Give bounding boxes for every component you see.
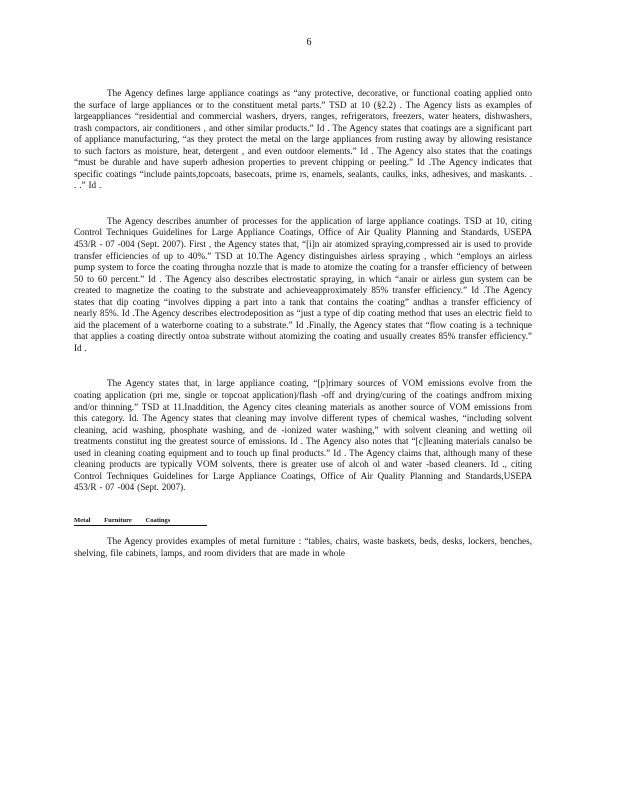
paragraph-application-processes: The Agency describes anumber of processes for the application of large appliance coatings. TSD at 10, citing Control Techniques Guidelines for Large Appliance Coatings, Office of Air Quality Planning and Standards, USEPA 453/R - 07 -004 (Sept. 2007). First , the Agency states that, “[i]n air atomized spraying,compressed air is used to provide transfer efficiencies of up to 40%.” TSD at 10.The Agency distinguishes airless spraying , which “employs an airless pump system to force the coating througha nozzle that is made to atomize the coating for a transfer efficiency of between 50 to 60 percent.” Id . The Agency also describes electrostatic spraying, in which “anair or airless gun system can be created to magnetize the coating to the substrate and achieveapproximately 85% transfer efficiency.” Id .The Agency states that dip coating “involves dipping a part into a tank that contains the coating” andhas a transfer efficiency of nearly 85%. Id .The Agency describes electrodeposition as “just a type of dip coating method that uses an electric field to aid the placement of a waterborne coating to a substrate.” Id .Finally, the Agency states that “flow coating is a technique that applies a coating directly ontoa substrate without atomizing the coating and usually creates 85% transfer efficiency.” Id . <box>74 215 532 353</box>
page-number: 6 <box>306 37 312 48</box>
paragraph-metal-furniture-examples: The Agency provides examples of metal furniture : “tables, chairs, waste baskets, beds, desks, lockers, benches, shelving, file cabinets, lamps, and room dividers that are made in whole <box>74 535 532 558</box>
section-heading <box>74 516 532 526</box>
document-body <box>74 88 532 559</box>
section-heading-text: Metal Furniture Coatings <box>74 516 207 526</box>
paragraph-large-appliance-coatings-definition: The Agency defines large appliance coatings as “any protective, decorative, or functional coating applied onto the surface of large appliances or to the constituent metal parts.” TSD at 10 (§2.2) . The Agency lists as examples of largeappliances “residential and commercial washers, dryers, ranges, refrigerators, freezers, water heaters, dishwashers, trash compactors, air conditioners , and other similar products.” Id . The Agency states that coatings are a significant part of appliance manufacturing, “as they protect the metal on the large appliances from rusting away by allowing resistance to such factors as moisture, heat, detergent , and even outdoor elements.” Id . The Agency also states that the coatings “must be durable and have superb adhesion properties to prevent chipping or peeling.” Id .The Agency indicates that specific coatings “include paints,topcoats, basecoats, prime rs, enamels, sealants, caulks, inks, adhesives, and maskants. . . .” Id . <box>74 88 532 191</box>
paragraph-vom-emission-sources: The Agency states that, in large appliance coating, “[p]rimary sources of VOM emissions evolve from the coating application (pri me, single or topcoat application)/flash -off and drying/curing of the coatings andfrom mixing and/or thinning.” TSD at 11.Inaddition, the Agency cites cleaning materials as another source of VOM emissions from this category. Id. The Agency states that cleaning may involve different types of chemical washes, “including solvent cleaning, acid washing, phosphate washing, and de -ionized water washing,” with solvent cleaning and wetting oil treatments constitut ing the greatest source of emissions. Id . The Agency also notes that “[c]leaning materials canalso be used in cleaning coating equipment and to touch up final products.” Id . The Agency claims that, although many of these cleaning products are typically VOM solvents, there is greater use of alcoh ol and water -based cleaners. Id ., citing Control Techniques Guidelines for Large Appliance Coatings, Office of Air Quality Planning and Standards,USEPA 453/R - 07 -004 (Sept. 2007). <box>74 378 532 493</box>
